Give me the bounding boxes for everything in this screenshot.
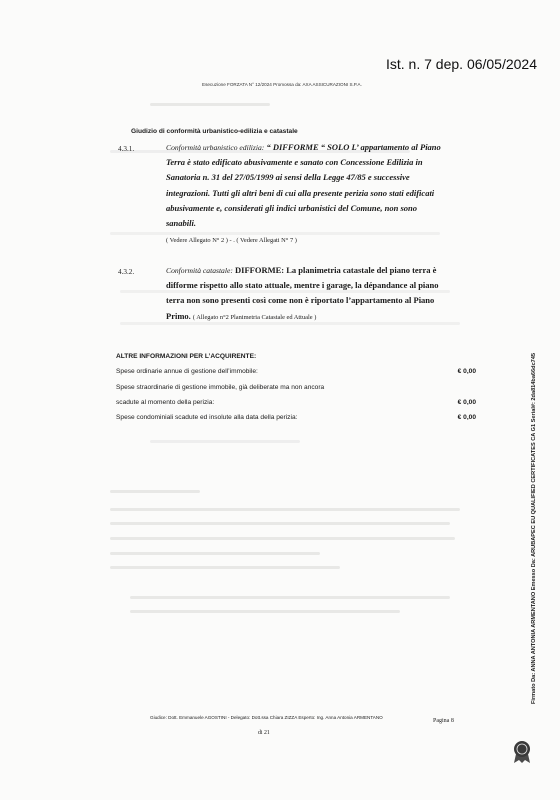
deposit-stamp: Ist. n. 7 dep. 06/05/2024 bbox=[386, 56, 538, 72]
attachment-reference: ( Vedere Allegato N° 2 ) - . ( Vedere Allegati N° 7 ) bbox=[166, 237, 297, 244]
item-number: 4.3.1. bbox=[118, 145, 135, 153]
execution-line: Esecuzione FORZATA N° 12/2024 Promossa da: AXA ASSICURAZIONI S.P.A. bbox=[202, 82, 362, 87]
info-row: Spese condominiali scadute ed insolute alla data della perizia: € 0,00 bbox=[116, 414, 476, 421]
cadastral-conformity-paragraph: Conformità catastale: DIFFORME: La planimetria catastale del piano terra è difforme rispetto allo stato attuale, mentre i garage, la dépandance al piano terra non sono presenti così come non è riportato l’appartamento al Piano Primo. ( Allegato n°2 Planimetria Catastale ed Attuale ) bbox=[166, 265, 439, 321]
urban-conformity-paragraph: Conformità urbanistico edilizia: “ DIFFORME “ SOLO L’ appartamento al Piano Terra è stato edificato abusivamente e sanato con Concessione Edilizia in Sanatoria n. 31 del 27/05/1999 ai sensi della Legge 47/85 e successive integrazioni. Tutti gli altri beni di cui alla presente perizia sono stati edificati abusivamente e, considerati gli indici urbanistici del Comune, non sono sanabili. bbox=[166, 142, 441, 229]
info-row: Spese ordinarie annue di gestione dell’immobile: € 0,00 bbox=[116, 368, 476, 375]
urban-conformity-label: Conformità urbanistico edilizia: bbox=[166, 143, 265, 152]
page-number: Pagina 8 bbox=[433, 718, 454, 724]
info-row: scadute al momento della perizia: € 0,00 bbox=[116, 399, 476, 406]
amount: € 0,00 bbox=[457, 414, 476, 421]
section-title: Giudizio di conformità urbanistico-edilizia e catastale bbox=[131, 128, 298, 135]
info-row: Spese straordinarie di gestione immobile, già deliberate ma non ancora bbox=[116, 384, 325, 391]
cadastral-conformity-label: Conformità catastale: bbox=[166, 266, 233, 275]
certificate-seal-icon bbox=[511, 740, 533, 764]
attachment-reference: ( Allegato n°2 Planimetria Catastale ed Attuale ) bbox=[192, 313, 317, 321]
footer-credits: Giudice: Dott. Emmanuele AGOSTINI - Delegato: Dott.ssa Chiara ZIZZA Esperto: Ing. Anna Antonia ARMENTANO bbox=[150, 715, 383, 720]
amount: € 0,00 bbox=[457, 399, 476, 406]
amount: € 0,00 bbox=[457, 368, 476, 375]
signature-text: Firmato Da: ANNA ANTONIA ARMENTANO Emesso Da: ARUBAPEC EU QUALIFIED CERTIFICATES CA G1 Serial#: 2da814ba66dc745 bbox=[531, 352, 537, 704]
buyer-info-title: ALTRE INFORMAZIONI PER L’ACQUIRENTE: bbox=[116, 353, 257, 360]
digital-signature-stamp bbox=[502, 190, 560, 710]
item-number: 4.3.2. bbox=[118, 268, 135, 276]
total-pages: di 21 bbox=[258, 730, 270, 736]
